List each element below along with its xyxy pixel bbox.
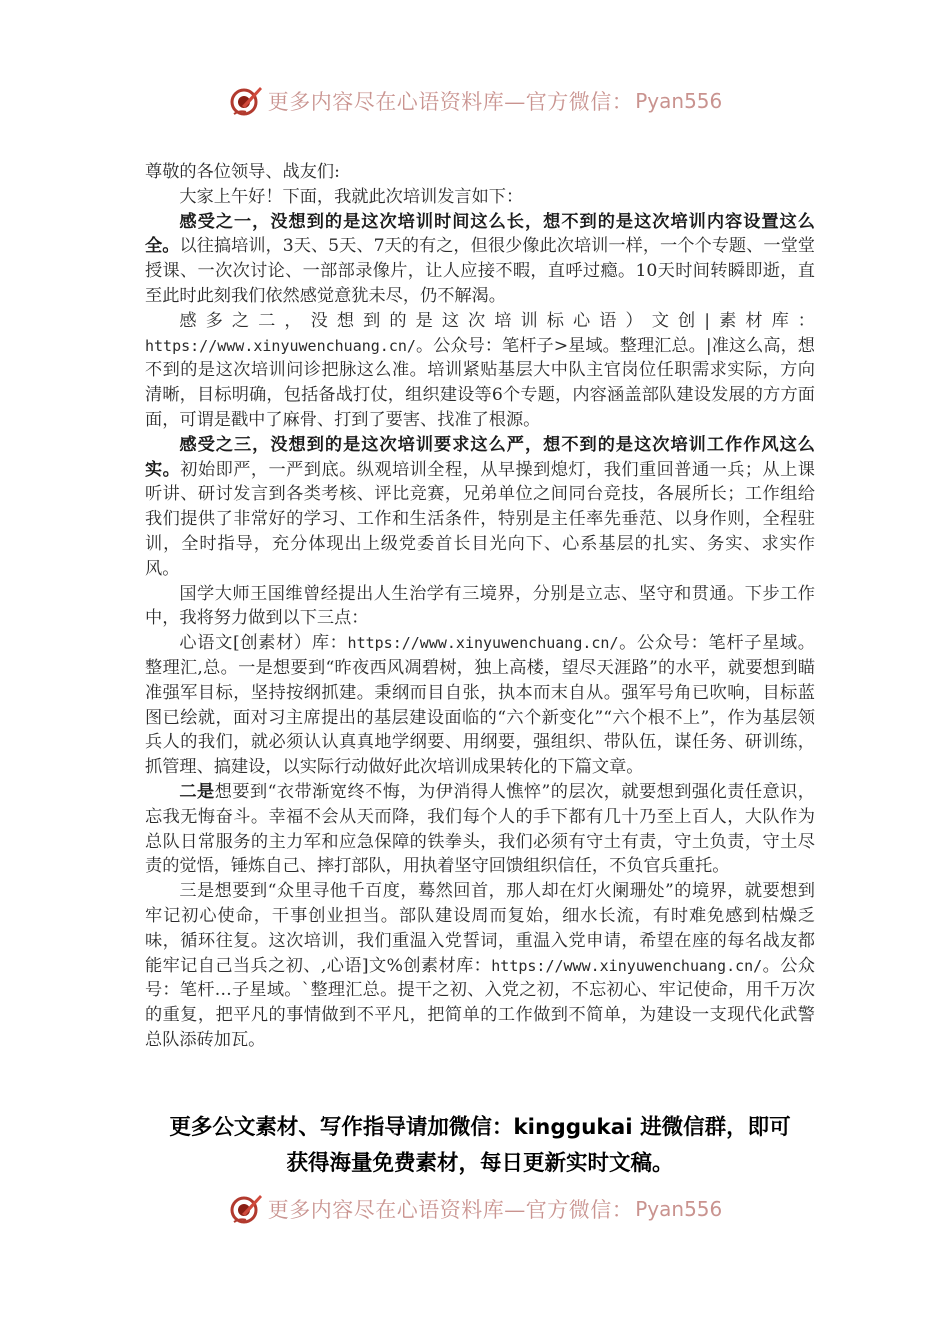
paragraph-point-2-heading: 二是 — [179, 781, 215, 802]
paragraph-feeling-1-heading: 感受之一，没想到的是这次培训时间这么长，想不到的是这次培训内容设置这么全。 — [145, 211, 815, 257]
banner-wechat-id: Pyan556 — [635, 1197, 723, 1221]
paragraph-point-3-text-a: 三是想要到“众里寻他千百度，蓦然回首，那人却在灯火阑珊处”的境界，就要想到牢记初心使命，干事创业担当。部队建设周而复始，细水长流，有时难免感到枯燥乏味，循环往复。这次培训，我们重温入党誓词，重温入党申请，希望在座的每名战友都能牢记自己当兵之初、,心语]文%创素材库： — [145, 881, 815, 976]
paragraph-point-1-text-b: 。公众号：笔杆子星域。整理汇,总。一是想要到“昨夜西风凋碧树，独上高楼，望尽天涯路”的水平，就要想到瞄准强军目标，坚持按纲抓建。秉纲而目自张，执本而末自从。强军号角已吹响，目标蓝图已绘就，面对习主席提出的基层建设面临的“六个新变化”“六个根不上”，作为基层领兵人的我们，就必须认认真真地学纲要、用纲要，强组织、带队伍，谋任务、研训练，抓管理、搞建设，以实际行动做好此次培训成果转化的下篇文章。 — [145, 633, 815, 778]
paragraph-three-realms: 国学大师王国维曾经提出人生治学有三境界，分别是立志、坚守和贯通。下步工作中，我将努力做到以下三点： — [145, 583, 815, 629]
banner-text: 更多内容尽在心语资料库—官方微信： — [267, 1198, 634, 1222]
paragraph-point-3-text-b: 。公众号：笔杆…子星域。`整理汇总。提干之初、入党之初，不忘初心、牢记使命，用千万次的重复，把平凡的事情做到不平凡，把简单的工作做到不简单，为建设一支现代化武警总队添砖加瓦。 — [145, 955, 815, 1050]
document-body — [145, 160, 815, 1053]
quill-pen-logo-icon — [228, 1192, 264, 1226]
paragraph-point-1 — [145, 631, 815, 780]
greeting: 大家上午好！下面，我就此次培训发言如下： — [179, 186, 524, 207]
paragraph-feeling-3-heading: 感受之三，没想到的是这次培训要求这么严，想不到的是这次培训工作作风这么实。 — [145, 434, 815, 480]
paragraph-feeling-2-text-a: 感多之二，没想到的是这次培训标心语）文创|素材库： — [179, 310, 815, 331]
paragraph-feeling-2-url: https://www.xinyuwenchuang.cn/ — [145, 336, 416, 355]
promo-note — [140, 1110, 820, 1182]
banner-text: 更多内容尽在心语资料库—官方微信： — [267, 90, 634, 114]
paragraph-point-2-text: 想要到“衣带渐宽终不悔，为伊消得人憔悴”的层次，就要想到强化责任意识，忘我无悔奋斗。幸福不会从天而降，我们每个人的手下都有几十乃至上百人，大队作为总队日常服务的主力军和应急保障的铁拳头，我们必须有守土有责，守土负责，守土尽责的觉悟，锤炼自己、摔打部队，用执着坚守回馈组织信任，不负官兵重托。 — [145, 781, 815, 877]
promo-note-line-2: 获得海量免费素材，每日更新实时文稿。 — [286, 1151, 674, 1176]
paragraph-point-2 — [145, 780, 815, 879]
banner-wechat-id: Pyan556 — [635, 89, 723, 113]
quill-pen-logo-icon — [228, 84, 264, 118]
paragraph-feeling-1-text: 以往搞培训，3天、5天、7天的有之，但很少像此次培训一样，一个个专题、一堂堂授课、一次次讨论、一部部录像片，让人应接不暇，直呼过瘾。10天时间转瞬即逝，直至此时此刻我们依然感觉意犹未尽，仍不解渴。 — [145, 236, 815, 306]
paragraph-feeling-2-text-b: 。公众号：笔杆子>星域。整理汇总。|准这么高，想不到的是这次培训问诊把脉这么准。培训紧贴基层大中队主官岗位任职需求实际，方向清晰，目标明确，包括备战打仗，组织建设等6个专题，内容涵盖部队建设发展的方方面面，可谓是戳中了麻骨、打到了要害、找准了根源。 — [145, 335, 815, 430]
paragraph-feeling-2 — [145, 309, 815, 433]
paragraph-point-3-url: https://www.xinyuwenchuang.cn/ — [491, 956, 763, 975]
paragraph-point-3 — [145, 879, 815, 1053]
paragraph-feeling-3-text: 初始即严，一严到底。纵观培训全程，从早操到熄灯，我们重回普通一兵；从上课听讲、研讨发言到各类考核、评比竞赛，兄弟单位之间同台竞技，各展所长；工作组给我们提供了非常好的学习、工作和生活条件，特别是主任率先垂范、以身作则，全程驻训，全时指导，充分体现出上级党委首长目光向下、心系基层的扎实、务实、求实作风。 — [145, 459, 815, 579]
paragraph-point-1-url: https://www.xinyuwenchuang.cn/ — [347, 634, 619, 653]
footer-banner — [0, 1192, 950, 1226]
paragraph-feeling-3 — [145, 433, 815, 582]
paragraph-point-1-text-a: 心语文[创素材）库： — [179, 633, 348, 654]
paragraph-feeling-1 — [145, 210, 815, 309]
header-banner — [0, 84, 950, 118]
promo-note-line-1: 更多公文素材、写作指导请加微信：kinggukai 进微信群，即可 — [169, 1115, 791, 1140]
salutation: 尊敬的各位领导、战友们: — [145, 162, 340, 182]
